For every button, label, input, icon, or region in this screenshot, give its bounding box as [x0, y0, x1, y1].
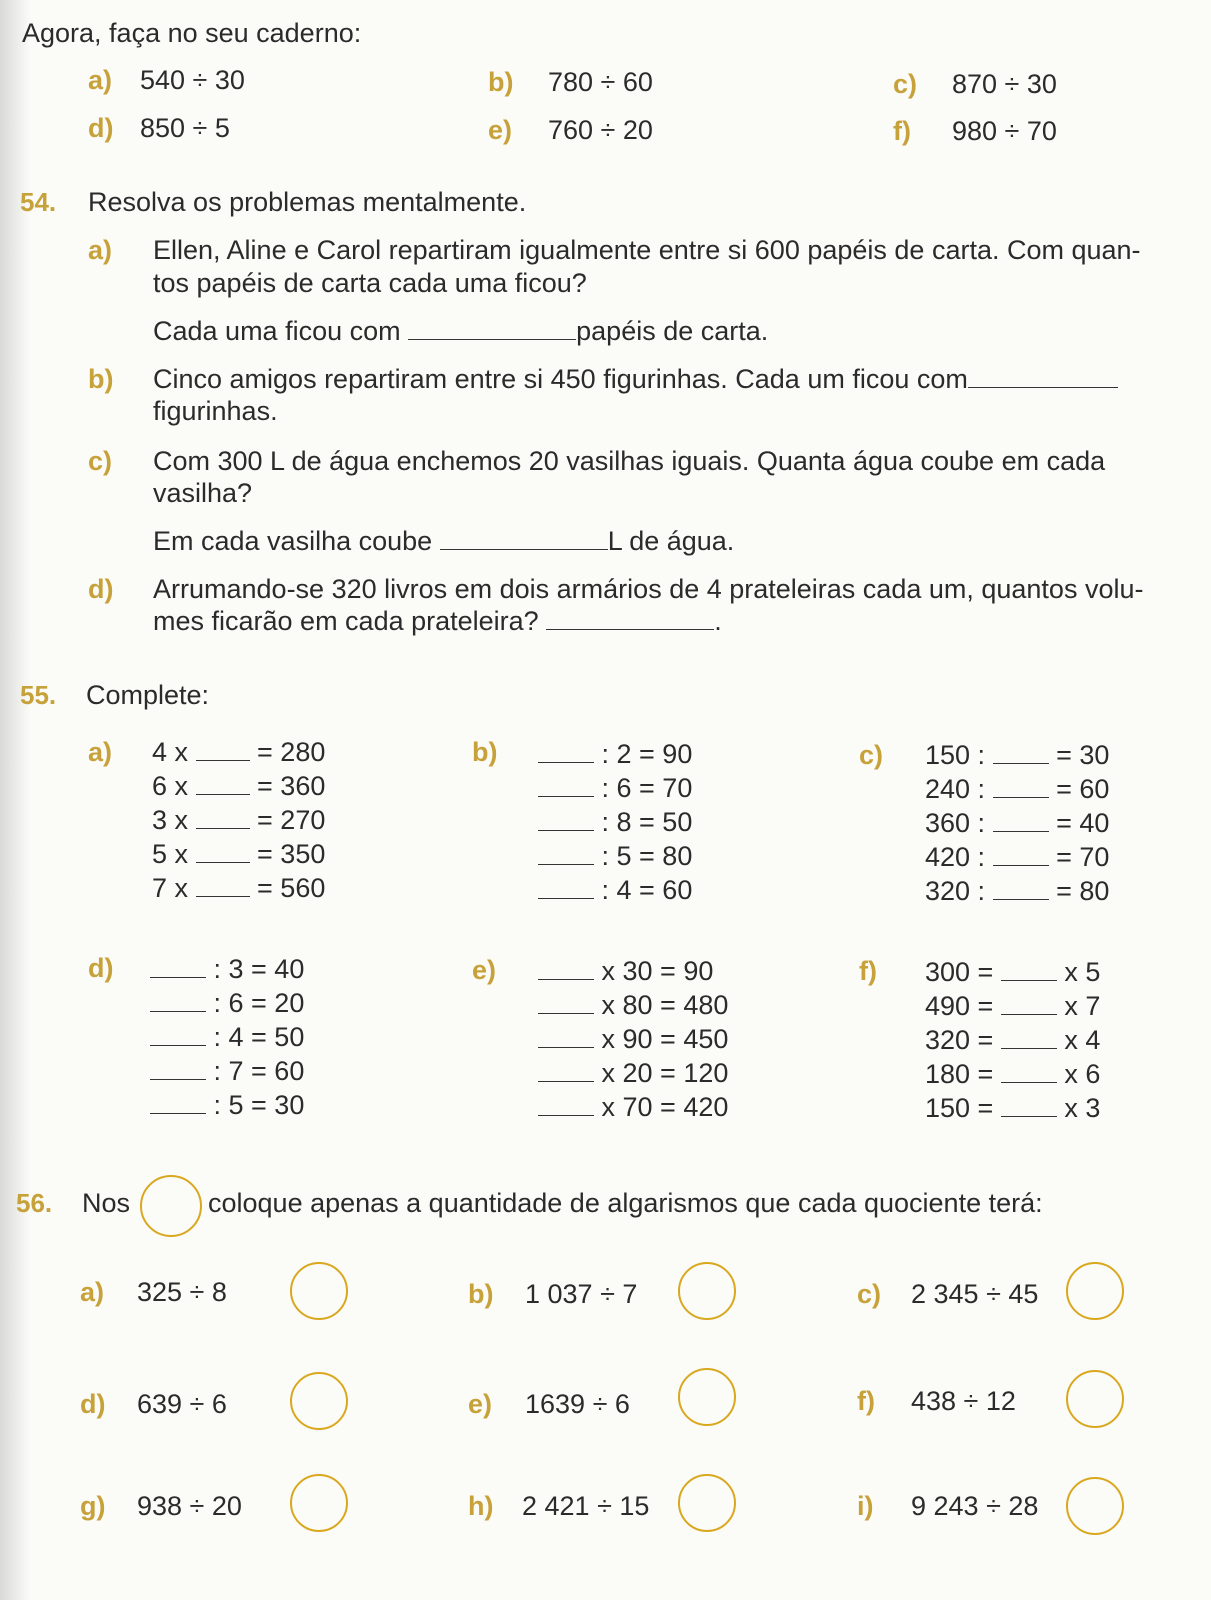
intro-expr-a: 540 ÷ 30 [140, 65, 245, 95]
intro-expr-c: 870 ÷ 30 [952, 69, 1057, 99]
answer-blank[interactable] [150, 1057, 206, 1080]
intro-label-f: f) [893, 116, 911, 146]
q55a-row: 4 x = 280 [151, 737, 326, 767]
q54b-line1: Cinco amigos repartiram entre si 450 figurinhas. Cada um ficou com [153, 364, 968, 394]
q55d-row: : 3 = 40 [150, 952, 304, 986]
answer-blank[interactable] [538, 957, 594, 980]
q54c-label: c) [88, 446, 113, 476]
answer-blank[interactable] [538, 774, 594, 797]
intro-expr-b: 780 ÷ 60 [548, 67, 653, 97]
q56d-expr: 639 ÷ 6 [137, 1389, 227, 1419]
answer-blank[interactable] [993, 741, 1049, 764]
answer-blank[interactable] [538, 808, 594, 831]
answer-blank[interactable] [196, 738, 250, 761]
answer-blank[interactable] [150, 1091, 206, 1114]
q55d-row: : 7 = 60 [150, 1054, 304, 1088]
q55b-row: : 8 = 50 [538, 805, 692, 839]
answer-blank[interactable] [538, 1025, 594, 1048]
answer-blank[interactable] [538, 876, 594, 899]
q54d-line1: Arrumando-se 320 livros em dois armários de 4 prateleiras cada um, quantos volu- [153, 574, 1144, 604]
q55b-row: : 6 = 70 [538, 771, 692, 805]
q56g-expr: 938 ÷ 20 [137, 1491, 242, 1521]
q56-number: 56. [16, 1188, 53, 1218]
q55e-row: x 80 = 480 [538, 988, 728, 1022]
answer-blank[interactable] [1001, 992, 1057, 1015]
q56c-expr: 2 345 ÷ 45 [911, 1279, 1039, 1309]
q54d-end: . [714, 606, 722, 636]
answer-blank[interactable] [196, 806, 250, 829]
q55d-label: d) [88, 953, 114, 983]
q56f-label: f) [857, 1386, 875, 1416]
intro-label-a: a) [88, 65, 113, 95]
q54c-answer-blank[interactable] [440, 527, 608, 550]
q55e-row: x 20 = 120 [538, 1056, 728, 1090]
q56-example-circle [140, 1175, 202, 1237]
q55c-label: c) [859, 740, 884, 770]
page-edge-shadow [0, 0, 30, 1600]
answer-blank[interactable] [1001, 1060, 1057, 1083]
q55b-block [538, 737, 692, 907]
q55f-row: 150 = x 3 [925, 1093, 1101, 1123]
q55b-row: : 4 = 60 [538, 873, 692, 907]
q55d-block [150, 952, 304, 1122]
q56f-answer-circle[interactable] [1066, 1370, 1124, 1428]
q54a-answer-blank[interactable] [408, 317, 576, 340]
answer-blank[interactable] [993, 843, 1049, 866]
intro-label-b: b) [488, 67, 514, 97]
answer-blank[interactable] [538, 1059, 594, 1082]
q55e-block [538, 954, 728, 1124]
q56h-expr: 2 421 ÷ 15 [522, 1491, 650, 1521]
q54c-answer-line [153, 526, 734, 557]
q55c-row: 320 : = 80 [925, 876, 1110, 906]
q55a-row: 5 x = 350 [151, 839, 326, 869]
answer-blank[interactable] [538, 1093, 594, 1116]
q55c-row: 150 : = 30 [925, 740, 1110, 770]
q56c-answer-circle[interactable] [1066, 1262, 1124, 1320]
q54b-line2: figurinhas. [153, 396, 278, 426]
q56-pre: Nos [82, 1188, 131, 1218]
q54c-answer-post: L de água. [607, 526, 735, 556]
q56b-answer-circle[interactable] [678, 1262, 736, 1320]
answer-blank[interactable] [538, 842, 594, 865]
intro-label-d: d) [88, 113, 114, 143]
q56i-label: i) [857, 1491, 874, 1521]
q56a-label: a) [80, 1277, 105, 1307]
q55e-row: x 30 = 90 [538, 954, 728, 988]
q54c-line1: Com 300 L de água enchemos 20 vasilhas iguais. Quanta água coube em cada [153, 446, 1106, 476]
q54d-line2-wrap [153, 606, 722, 637]
q56e-answer-circle[interactable] [678, 1368, 736, 1426]
q56-post: coloque apenas a quantidade de algarismos que cada quociente terá: [208, 1188, 1043, 1218]
q54d-line2: mes ficarão em cada prateleira? [153, 606, 539, 636]
q54a-line2: tos papéis de carta cada uma ficou? [153, 268, 587, 298]
q54b-label: b) [88, 364, 114, 394]
q56d-answer-circle[interactable] [290, 1372, 348, 1430]
q55-title: Complete: [86, 680, 210, 710]
answer-blank[interactable] [150, 989, 206, 1012]
intro-text: Agora, faça no seu caderno: [22, 18, 362, 48]
q55e-label: e) [472, 955, 497, 985]
q55a-label: a) [88, 737, 113, 767]
q54b-answer-blank[interactable] [968, 365, 1118, 388]
q54a-answer-pre: Cada uma ficou com [153, 316, 401, 346]
intro-expr-d: 850 ÷ 5 [140, 113, 230, 143]
q55f-row: 320 = x 4 [925, 1025, 1101, 1055]
answer-blank[interactable] [150, 1023, 206, 1046]
q55a-row: 6 x = 360 [151, 771, 326, 801]
q55a-row: 3 x = 270 [151, 805, 326, 835]
q54c-line2: vasilha? [153, 478, 253, 508]
q55c-row: 420 : = 70 [925, 842, 1110, 872]
q56c-label: c) [857, 1279, 882, 1309]
answer-blank[interactable] [1001, 1026, 1057, 1049]
q55f-block [925, 955, 1100, 1125]
q56d-label: d) [80, 1389, 106, 1419]
q55f-row: 490 = x 7 [925, 991, 1101, 1021]
q55d-row: : 6 = 20 [150, 986, 304, 1020]
q55b-row: : 5 = 80 [538, 839, 692, 873]
q56i-answer-circle[interactable] [1066, 1477, 1124, 1535]
q55b-label: b) [472, 737, 498, 767]
intro-label-e: e) [488, 115, 513, 145]
q55d-row: : 5 = 30 [150, 1088, 304, 1122]
q56b-expr: 1 037 ÷ 7 [525, 1279, 638, 1309]
q54a-answer-line [153, 316, 768, 347]
q55f-row: 300 = x 5 [925, 957, 1101, 987]
q55-number: 55. [20, 680, 57, 710]
q55e-row: x 90 = 450 [538, 1022, 728, 1056]
answer-blank[interactable] [993, 809, 1049, 832]
q56e-label: e) [468, 1389, 493, 1419]
q56f-expr: 438 ÷ 12 [911, 1386, 1016, 1416]
q55c-row: 360 : = 40 [925, 808, 1110, 838]
answer-blank[interactable] [993, 877, 1049, 900]
q54b-line1-wrap [153, 364, 1118, 395]
answer-blank[interactable] [196, 772, 250, 795]
answer-blank[interactable] [196, 874, 250, 897]
q54-number: 54. [20, 187, 57, 217]
intro-expr-f: 980 ÷ 70 [952, 116, 1057, 146]
intro-label-c: c) [893, 69, 918, 99]
q56e-expr: 1639 ÷ 6 [525, 1389, 630, 1419]
q55a-row: 7 x = 560 [151, 873, 326, 903]
q55a-block [150, 735, 325, 905]
q54a-label: a) [88, 235, 113, 265]
q55d-row: : 4 = 50 [150, 1020, 304, 1054]
q55f-label: f) [859, 956, 877, 986]
q56i-expr: 9 243 ÷ 28 [911, 1491, 1039, 1521]
q56g-answer-circle[interactable] [290, 1474, 348, 1532]
answer-blank[interactable] [196, 840, 250, 863]
intro-expr-e: 760 ÷ 20 [548, 115, 653, 145]
q54a-line1: Ellen, Aline e Carol repartiram igualmente entre si 600 papéis de carta. Com quan- [153, 235, 1141, 265]
q55c-row: 240 : = 60 [925, 774, 1110, 804]
q56a-expr: 325 ÷ 8 [137, 1277, 227, 1307]
q54a-answer-post: papéis de carta. [576, 316, 769, 346]
q56a-answer-circle[interactable] [290, 1262, 348, 1320]
q56h-label: h) [468, 1491, 494, 1521]
q55f-row: 180 = x 6 [925, 1059, 1101, 1089]
answer-blank[interactable] [1001, 958, 1057, 981]
answer-blank[interactable] [538, 991, 594, 1014]
answer-blank[interactable] [538, 740, 594, 763]
q55e-row: x 70 = 420 [538, 1090, 728, 1124]
q55b-row: : 2 = 90 [538, 737, 692, 771]
q55c-block [925, 738, 1109, 908]
q56g-label: g) [80, 1491, 106, 1521]
q54d-label: d) [88, 574, 114, 604]
q54-title: Resolva os problemas mentalmente. [88, 187, 527, 217]
q56h-answer-circle[interactable] [678, 1474, 736, 1532]
answer-blank[interactable] [1001, 1094, 1057, 1117]
q54c-answer-pre: Em cada vasilha coube [153, 526, 433, 556]
answer-blank[interactable] [150, 955, 206, 978]
q56b-label: b) [468, 1279, 494, 1309]
q54d-answer-blank[interactable] [546, 607, 714, 630]
answer-blank[interactable] [993, 775, 1049, 798]
